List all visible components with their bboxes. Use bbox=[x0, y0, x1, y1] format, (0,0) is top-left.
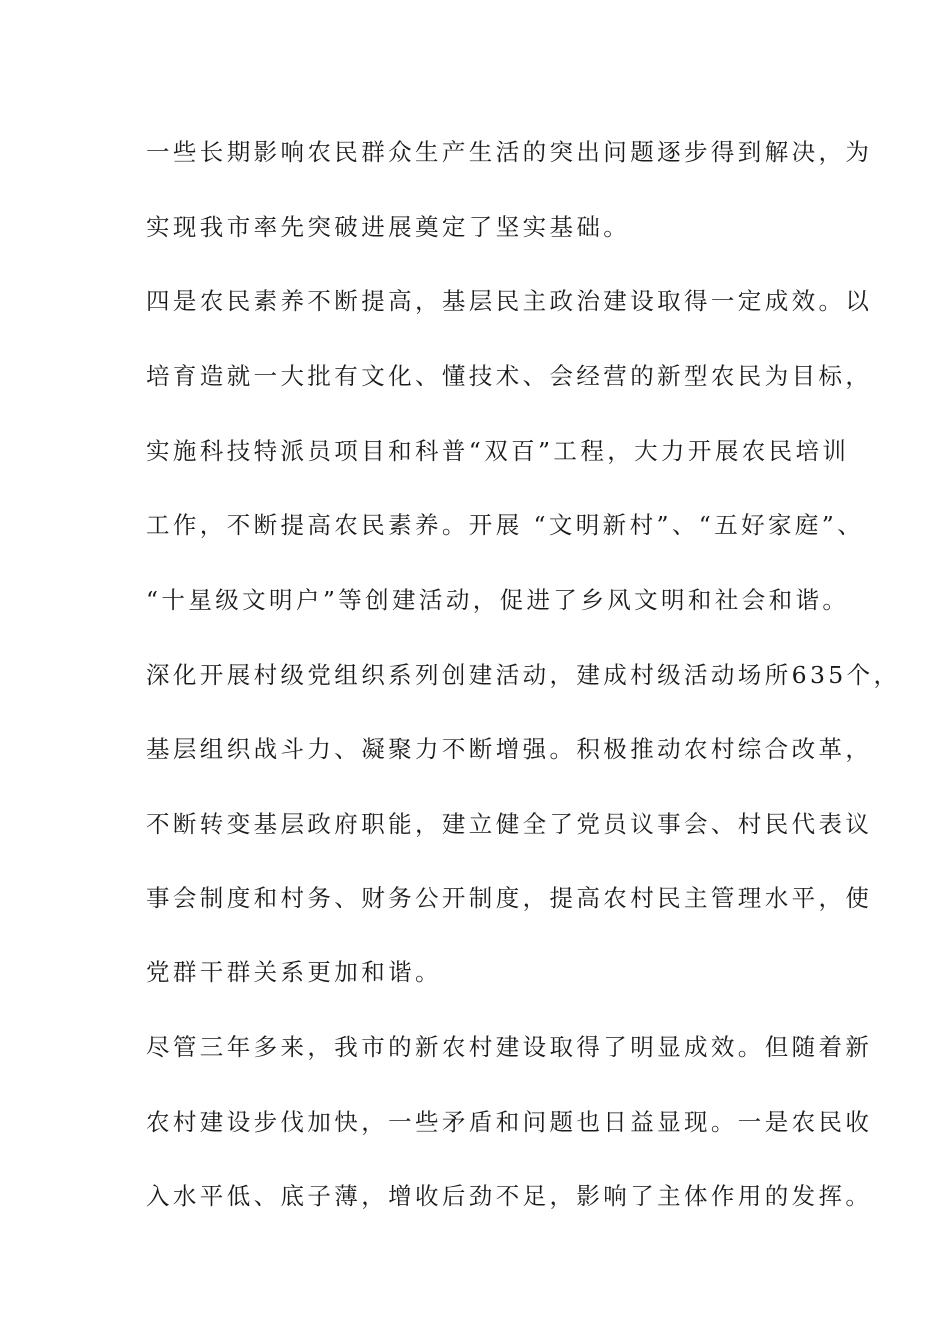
text-line: 实现我市率先突破进展奠定了坚实基础。 bbox=[146, 213, 631, 241]
text-line: 尽管三年多来，我市的新农村建设取得了明显成效。但随着新 bbox=[146, 1033, 873, 1061]
text-line: 深化开展村级党组织系列创建活动，建成村级活动场所635个， bbox=[146, 661, 901, 689]
text-line: 基层组织战斗力、凝聚力不断增强。积极推动农村综合改革， bbox=[146, 735, 873, 763]
text-line: 培育造就一大批有文化、懂技术、会经营的新型农民为目标， bbox=[146, 362, 873, 390]
text-line: 事会制度和村务、财务公开制度，提高农村民主管理水平，使 bbox=[146, 884, 873, 912]
text-line: 党群干群关系更加和谐。 bbox=[146, 958, 442, 986]
text-line: 不断转变基层政府职能，建立健全了党员议事会、村民代表议 bbox=[146, 810, 873, 838]
text-line: “十星级文明户”等创建活动，促进了乡风文明和社会和谐。 bbox=[146, 586, 850, 614]
text-line: 四是农民素养不断提高，基层民主政治建设取得一定成效。以 bbox=[146, 287, 873, 315]
text-line: 入水平低、底子薄，增收后劲不足，影响了主体作用的发挥。 bbox=[146, 1182, 873, 1210]
text-line: 农村建设步伐加快，一些矛盾和问题也日益显现。一是农民收 bbox=[146, 1108, 873, 1136]
text-line: 实施科技特派员项目和科普“双百”工程，大力开展农民培训 bbox=[146, 437, 850, 465]
text-line: 一些长期影响农民群众生产生活的突出问题逐步得到解决，为 bbox=[146, 138, 873, 166]
text-line: 工作，不断提高农民素养。开展 “文明新村”、“五好家庭”、 bbox=[146, 511, 865, 539]
